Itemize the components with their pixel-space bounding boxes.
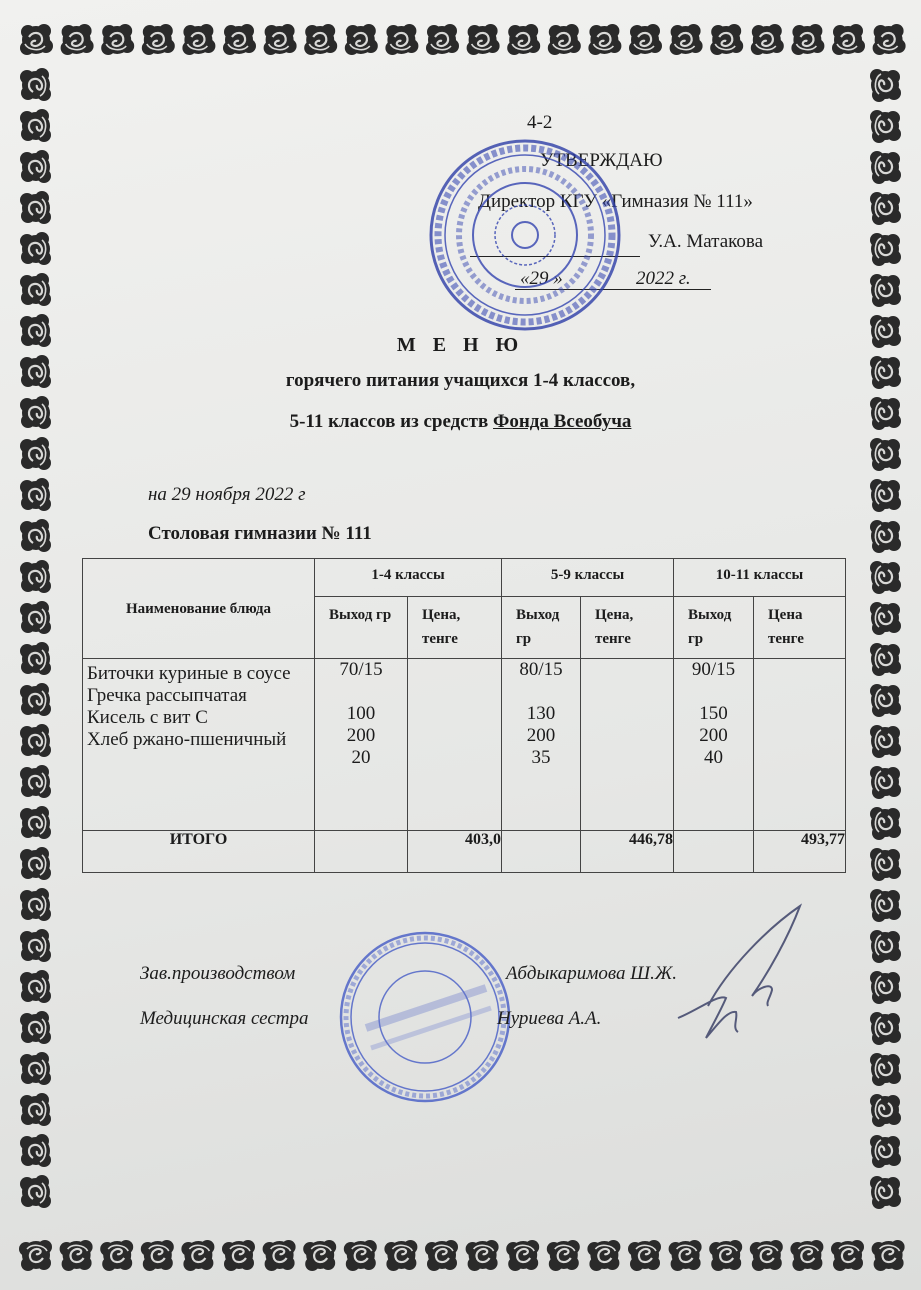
yield-value: 100 <box>346 703 376 724</box>
flower-ornament-icon <box>20 1175 51 1208</box>
total-empty-3 <box>674 831 754 873</box>
flower-ornament-icon <box>20 1052 51 1085</box>
flower-ornament-icon <box>467 24 500 55</box>
flower-ornament-icon <box>20 68 51 101</box>
dish-item: Кисель с вит С <box>87 707 208 728</box>
yield-value: 70/15 <box>339 659 383 680</box>
flower-ornament-icon <box>466 1240 499 1271</box>
flower-ornament-icon <box>20 765 51 798</box>
group-header-10-11: 10-11 классы <box>674 559 846 597</box>
group-header-1-4: 1-4 классы <box>315 559 502 597</box>
flower-ornament-icon <box>588 24 621 55</box>
flower-ornament-icon <box>303 1240 336 1271</box>
flower-ornament-icon <box>870 561 901 594</box>
yield-value: 40 <box>704 747 723 768</box>
dishes-row <box>83 659 846 831</box>
flower-ornament-icon <box>870 1135 901 1168</box>
flower-ornament-icon <box>870 848 901 881</box>
flower-ornament-icon <box>629 24 662 55</box>
flower-ornament-icon <box>870 110 901 143</box>
subheader-5: Цена тенге <box>754 597 846 659</box>
yield-value <box>315 681 407 703</box>
flower-ornament-icon <box>870 766 901 799</box>
flower-ornament-icon <box>182 24 215 55</box>
director-line: Директор КГУ «Гимназия № 111» <box>478 191 753 212</box>
flower-ornament-icon <box>20 1093 51 1126</box>
flower-ornament-icon <box>384 1240 417 1271</box>
subheader-3: Цена, тенге <box>581 597 674 659</box>
flower-ornament-icon <box>870 602 901 635</box>
flower-ornament-icon <box>870 192 901 225</box>
dish-item: Гречка рассыпчатая <box>87 685 247 706</box>
total-row <box>83 831 846 873</box>
subtitle-line-2-prefix: 5-11 классов из средств <box>289 411 494 432</box>
handwritten-signatures <box>668 898 828 1048</box>
flower-ornament-icon <box>873 24 906 55</box>
yield-value <box>502 681 580 703</box>
flower-ornament-icon <box>426 24 459 55</box>
flower-ornament-icon <box>870 1176 901 1209</box>
subtitle-line-2 <box>0 411 921 433</box>
flower-ornament-icon <box>101 24 134 55</box>
subtitle-line-1: горячего питания учащихся 1-4 классов, <box>285 370 636 391</box>
flower-ornament-icon <box>870 889 901 922</box>
flower-ornament-icon <box>20 642 51 675</box>
flower-ornament-icon <box>547 1240 580 1271</box>
flower-ornament-icon <box>870 725 901 758</box>
menu-title: М Е Н Ю <box>396 334 525 356</box>
yield-cell-1-4 <box>315 659 408 831</box>
flower-ornament-icon <box>870 438 901 471</box>
flower-ornament-icon <box>20 191 51 224</box>
subheader-2: Выход гр <box>502 597 581 659</box>
total-10-11: 493,77 <box>754 831 846 873</box>
flower-ornament-icon <box>20 519 51 552</box>
yield-value: 20 <box>351 747 371 768</box>
flower-ornament-icon <box>587 1240 620 1271</box>
flower-ornament-icon <box>870 684 901 717</box>
flower-ornament-icon <box>669 1240 702 1271</box>
flower-ornament-icon <box>791 24 824 55</box>
flower-ornament-icon <box>870 807 901 840</box>
flower-ornament-icon <box>181 1240 214 1271</box>
flower-ornament-icon <box>20 437 51 470</box>
flower-ornament-icon <box>870 233 901 266</box>
flower-ornament-icon <box>670 24 703 55</box>
total-empty-1 <box>315 831 408 873</box>
flower-ornament-icon <box>709 1240 742 1271</box>
flower-ornament-icon <box>548 24 581 55</box>
dishes-cell <box>83 659 315 831</box>
flower-ornament-icon <box>831 1240 864 1271</box>
total-5-9: 446,78 <box>581 831 674 873</box>
yield-value: 200 <box>699 725 728 746</box>
dish-item: Хлеб ржано-пшеничный <box>87 729 287 750</box>
flower-ornament-icon <box>19 1240 52 1271</box>
fund-name: Фонда Всеобуча <box>493 411 632 432</box>
entrepreneur-stamp-seal <box>336 928 514 1106</box>
flower-ornament-icon <box>870 69 901 102</box>
flower-ornament-icon <box>870 1053 901 1086</box>
flower-ornament-icon <box>870 1094 901 1127</box>
flower-ornament-icon <box>506 1240 539 1271</box>
price-cell-5-9 <box>581 659 674 831</box>
flower-ornament-icon <box>264 24 297 55</box>
flower-ornament-icon <box>870 151 901 184</box>
flower-ornament-icon <box>60 1240 93 1271</box>
subheader-4: Выход гр <box>674 597 754 659</box>
flower-ornament-icon <box>20 150 51 183</box>
flower-ornament-icon <box>20 601 51 634</box>
yield-value: 80/15 <box>519 659 563 680</box>
dish-item: Биточки куриные в соусе <box>87 663 291 684</box>
yield-value: 200 <box>526 725 556 746</box>
date-day: «29 » <box>520 268 563 289</box>
yield-value: 35 <box>531 747 551 768</box>
flower-ornament-icon <box>870 643 901 676</box>
flower-ornament-icon <box>870 479 901 512</box>
flower-ornament-icon <box>20 109 51 142</box>
flower-ornament-icon <box>20 683 51 716</box>
subheader-0: Выход гр <box>315 597 408 659</box>
yield-value: 150 <box>699 703 728 724</box>
flower-ornament-icon <box>20 929 51 962</box>
flower-ornament-icon <box>20 970 51 1003</box>
subheader-1: Цена, тенге <box>408 597 502 659</box>
flower-ornament-icon <box>870 930 901 963</box>
flower-ornament-icon <box>304 24 337 55</box>
date-year: 2022 г. <box>636 268 691 289</box>
flower-ornament-icon <box>20 806 51 839</box>
group-header-5-9: 5-9 классы <box>502 559 674 597</box>
flower-ornament-icon <box>872 1240 905 1271</box>
flower-ornament-icon <box>870 971 901 1004</box>
flower-ornament-icon <box>832 24 865 55</box>
doc-number: 4-2 <box>527 112 553 133</box>
flower-ornament-icon <box>20 24 53 55</box>
flower-ornament-icon <box>20 1134 51 1167</box>
flower-ornament-icon <box>870 1012 901 1045</box>
flower-ornament-icon <box>61 24 94 55</box>
menu-date: на 29 ноября 2022 г <box>148 484 306 505</box>
flower-ornament-icon <box>263 1240 296 1271</box>
price-cell-1-4 <box>408 659 502 831</box>
approve-label: УТВЕРЖДАЮ <box>540 150 663 171</box>
flower-ornament-icon <box>20 888 51 921</box>
yield-value: 200 <box>346 725 376 746</box>
total-label: ИТОГО <box>83 831 315 873</box>
flower-ornament-icon <box>20 273 51 306</box>
flower-ornament-icon <box>385 24 418 55</box>
school-stamp-seal <box>425 135 625 335</box>
flower-ornament-icon <box>750 1240 783 1271</box>
yield-value <box>674 681 753 703</box>
flower-ornament-icon <box>20 232 51 265</box>
flower-ornament-icon <box>223 24 256 55</box>
yield-cell-5-9 <box>502 659 581 831</box>
flower-ornament-icon <box>790 1240 823 1271</box>
dish-column-header: Наименование блюда <box>83 559 315 659</box>
total-empty-2 <box>502 831 581 873</box>
flower-ornament-icon <box>344 1240 377 1271</box>
nurse-label: Медицинская сестра <box>140 1008 309 1029</box>
director-name: У.А. Матакова <box>648 231 764 252</box>
menu-table <box>82 558 846 873</box>
yield-value: 90/15 <box>691 659 736 680</box>
flower-ornament-icon <box>870 520 901 553</box>
flower-ornament-icon <box>141 1240 174 1271</box>
flower-ornament-icon <box>425 1240 458 1271</box>
flower-ornament-icon <box>507 24 540 55</box>
production-manager-label: Зав.производством <box>140 963 296 984</box>
flower-ornament-icon <box>345 24 378 55</box>
total-1-4: 403,0 <box>408 831 502 873</box>
yield-value: 130 <box>526 703 556 724</box>
flower-ornament-icon <box>870 274 901 307</box>
canteen-name: Столовая гимназии № 111 <box>148 523 372 544</box>
flower-ornament-icon <box>20 478 51 511</box>
flower-ornament-icon <box>142 24 175 55</box>
flower-ornament-icon <box>20 560 51 593</box>
production-manager-name: Абдыкаримова Ш.Ж. <box>506 963 677 984</box>
price-cell-10-11 <box>754 659 846 831</box>
flower-ornament-icon <box>20 1011 51 1044</box>
flower-ornament-icon <box>222 1240 255 1271</box>
flower-ornament-icon <box>100 1240 133 1271</box>
flower-ornament-icon <box>20 724 51 757</box>
nurse-name: Нуриева А.А. <box>497 1008 602 1029</box>
flower-ornament-icon <box>20 847 51 880</box>
flower-ornament-icon <box>751 24 784 55</box>
flower-ornament-icon <box>710 24 743 55</box>
flower-ornament-icon <box>628 1240 661 1271</box>
yield-cell-10-11 <box>674 659 754 831</box>
